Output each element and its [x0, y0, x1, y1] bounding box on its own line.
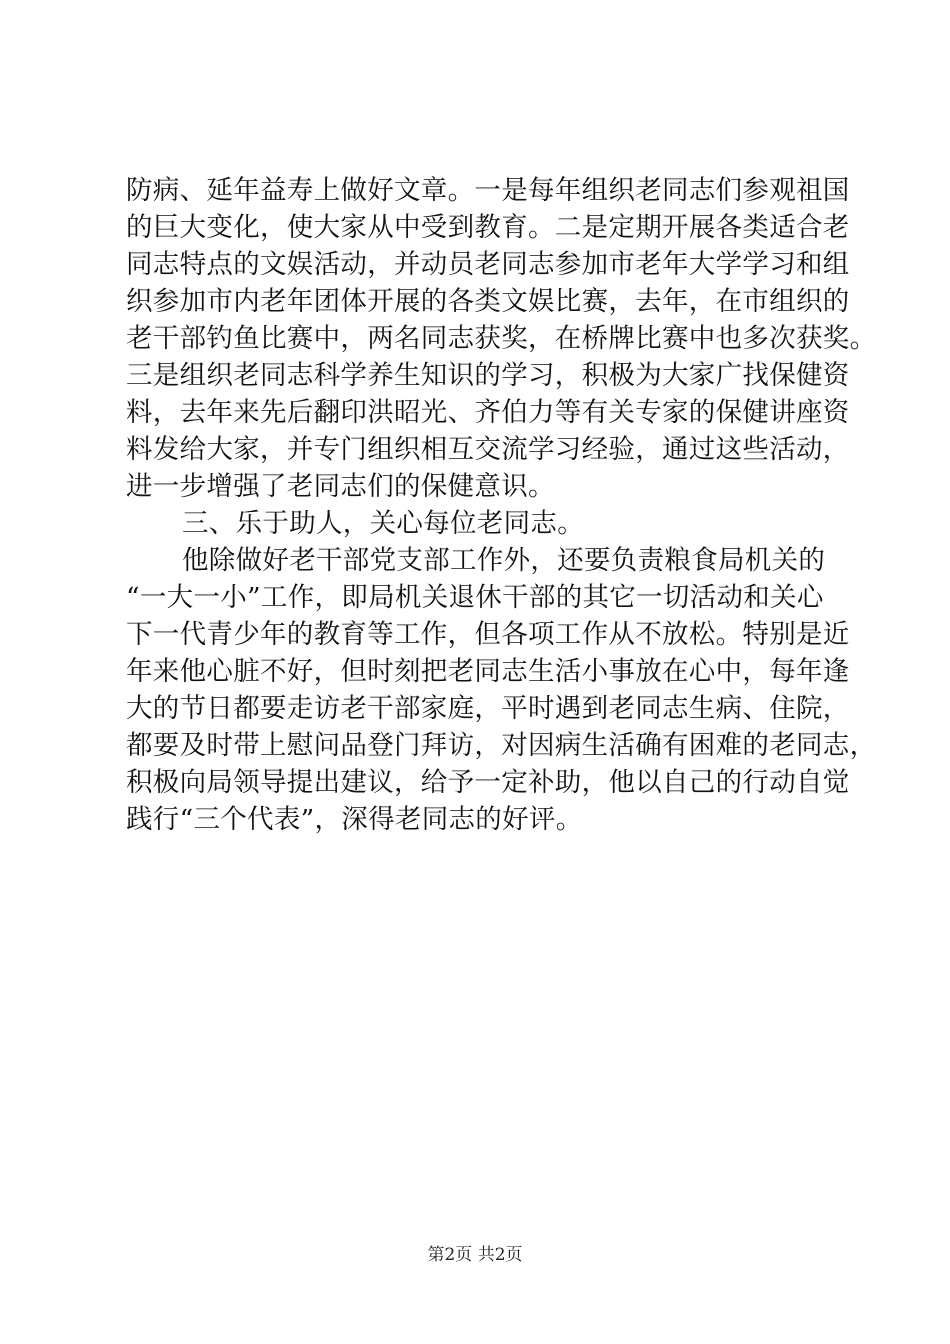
text-line: 年来他心脏不好，但时刻把老同志生活小事放在心中，每年逢 — [126, 656, 850, 687]
text-line: 料，去年来先后翻印洪昭光、齐伯力等有关专家的保健讲座资 — [126, 397, 850, 428]
text-line: “一大一小”工作，即局机关退休干部的其它一切活动和关心 — [126, 582, 824, 613]
text-line: 他除做好老干部党支部工作外，还要负责粮食局机关的 — [182, 545, 826, 576]
text-line: 防病、延年益寿上做好文章。一是每年组织老同志们参观祖国 — [126, 175, 850, 206]
text-line: 织参加市内老年团体开展的各类文娱比赛，去年，在市组织的 — [126, 286, 850, 317]
text-line: 料发给大家，并专门组织相互交流学习经验，通过这些活动， — [126, 434, 850, 465]
text-line: 积极向局领导提出建议，给予一定补助，他以自己的行动自觉 — [126, 767, 850, 798]
text-line: 下一代青少年的教育等工作，但各项工作从不放松。特别是近 — [126, 619, 850, 650]
text-line: 的巨大变化，使大家从中受到教育。二是定期开展各类适合老 — [126, 212, 850, 243]
section-heading: 三、乐于助人，关心每位老同志。 — [182, 508, 584, 539]
text-line: 进一步增强了老同志们的保健意识。 — [126, 471, 555, 502]
text-line: 践行“三个代表”，深得老同志的好评。 — [126, 804, 583, 835]
text-line: 都要及时带上慰问品登门拜访，对因病生活确有困难的老同志， — [126, 730, 877, 761]
text-line: 同志特点的文娱活动，并动员老同志参加市老年大学学习和组 — [126, 249, 850, 280]
text-line: 大的节日都要走访老干部家庭，平时遇到老同志生病、住院， — [126, 693, 850, 724]
page-number-footer: 第2页 共2页 — [427, 1245, 523, 1265]
text-line: 老干部钓鱼比赛中，两名同志获奖，在桥牌比赛中也多次获奖。 — [126, 323, 877, 354]
body-text — [126, 172, 877, 838]
text-line: 三是组织老同志科学养生知识的学习，积极为大家广找保健资 — [126, 360, 850, 391]
